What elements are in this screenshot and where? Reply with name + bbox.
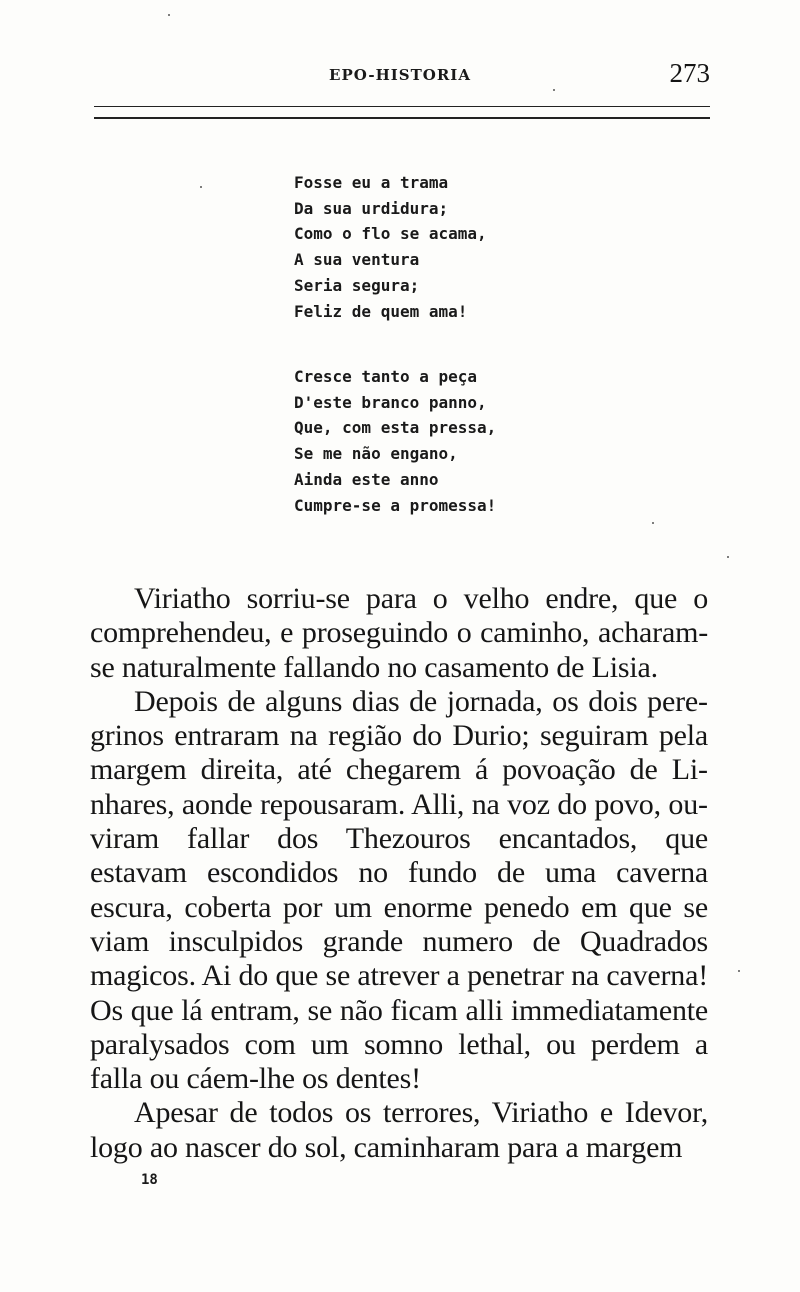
running-header-title: EPO-HISTORIA bbox=[329, 66, 471, 84]
poem-line: Ainda este anno bbox=[294, 469, 439, 489]
poem-line: Seria segura; bbox=[294, 275, 420, 295]
poem-line: A sua ventura bbox=[294, 250, 420, 270]
signature-mark: 18 bbox=[141, 1172, 158, 1188]
prose-body bbox=[90, 582, 708, 1165]
paper-speck bbox=[738, 970, 740, 972]
poem-line: Como o flo se acama, bbox=[294, 224, 487, 244]
poem-line: Cresce tanto a peça bbox=[294, 367, 478, 386]
prose-paragraph: Viriatho sorriu-se para o velho endre, que o comprehendeu, e proseguindo o caminho, acharam-se naturalmente fallando no casamento de Lisia. bbox=[90, 582, 708, 684]
poem-line: Que, com esta pressa, bbox=[294, 418, 497, 438]
paper-speck bbox=[652, 522, 654, 524]
header-rule-thin bbox=[94, 106, 710, 107]
poem-stanza-1 bbox=[294, 170, 624, 324]
header-rule-thick bbox=[94, 117, 710, 119]
poem-line: Feliz de quem ama! bbox=[294, 301, 468, 321]
paper-speck bbox=[727, 556, 729, 558]
poem-line: Da sua urdidura; bbox=[294, 198, 449, 218]
paper-speck bbox=[553, 89, 555, 91]
paper-speck bbox=[200, 186, 202, 188]
page-number: 273 bbox=[669, 58, 710, 88]
poem-line: Cumpre-se a promessa! bbox=[294, 495, 497, 515]
prose-paragraph: Apesar de todos os terrores, Viriatho e Idevor, logo ao nascer do sol, caminharam para a margem bbox=[90, 1096, 708, 1164]
poem-line: Fosse eu a trama bbox=[294, 173, 449, 192]
poem-line: Se me não engano, bbox=[294, 444, 458, 464]
prose-paragraph: Depois de alguns dias de jornada, os dois peregrinos entraram na região do Durio; seguiram pela margem direita, até chegarem á povoação de Linhares, aonde repousaram. Alli, na voz do povo, ouviram fallar dos Thezouros encantados, que estavam escondidos no fundo de uma caverna escura, coberta por um enorme penedo em que se viam insculpidos grande numero de Quadrados magicos. Ai do que se atrever a penetrar na caverna! Os que lá entram, se não ficam alli immediatamente paralysados com um somno lethal, ou perdem a falla ou cáem-lhe os dentes! bbox=[90, 684, 708, 1096]
paper-speck bbox=[168, 14, 170, 16]
poem-line: D'este branco panno, bbox=[294, 392, 487, 412]
poem-stanza-2 bbox=[294, 364, 624, 518]
